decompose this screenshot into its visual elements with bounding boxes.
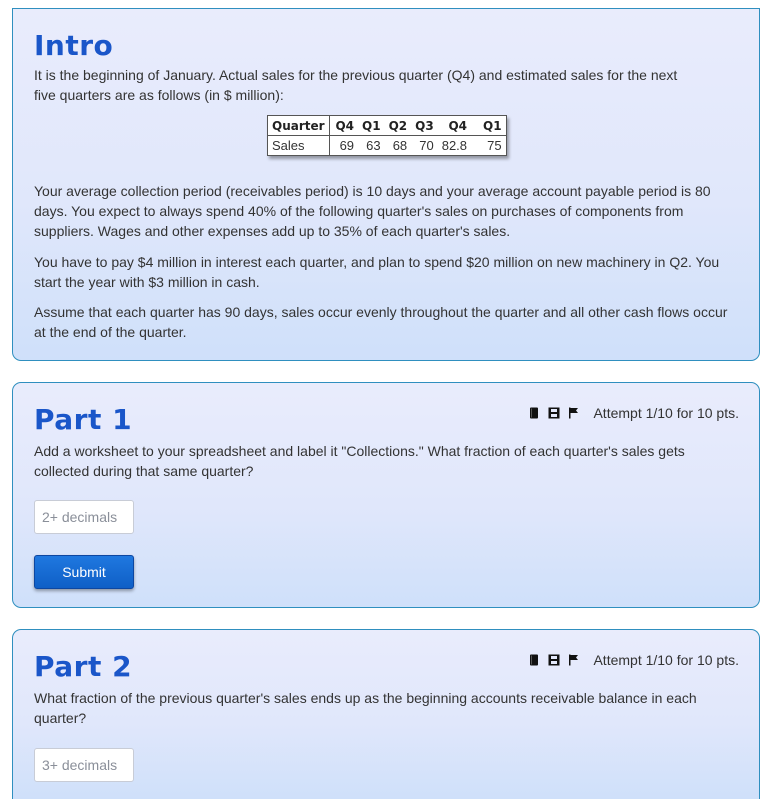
table-header: Q4 [438,116,471,136]
intro-paragraph-4: Assume that each quarter has 90 days, sales occur evenly throughout the quarter and all other cash flows occur at the end of the quarter. [34,304,728,340]
part2-card [12,629,760,799]
table-cell: Sales [268,136,330,156]
table-cell: 68 [392,138,408,153]
part1-card [12,382,760,608]
attempt-text: Attempt 1/10 for 10 pts. [593,652,739,668]
table-header: Quarter [268,116,330,136]
book-icon[interactable] [527,653,541,667]
attempt-text: Attempt 1/10 for 10 pts. [593,405,739,421]
table-header: Q2 [385,116,412,136]
film-icon[interactable] [547,406,561,420]
table-header: Q4 [329,116,358,136]
table-header: Q1 [471,116,506,136]
intro-paragraph-1: It is the beginning of January. Actual sales for the previous quarter (Q4) and estimated sales for the next five quarters are as follows (in $ million): [34,67,678,103]
table-cell: 82.8 [441,138,468,153]
part2-answer-input[interactable] [34,748,134,782]
table-header: Q3 [411,116,438,136]
part1-attempt-info [527,405,739,421]
intro-paragraph-3: You have to pay $4 million in interest each quarter, and plan to spend $20 million on new machinery in Q2. You start the year with $3 million in cash. [34,254,720,290]
table-cell: 69 [339,138,355,153]
intro-paragraph-2: Your average collection period (receivables period) is 10 days and your average account payable period is 80 days. You expect to always spend 40% of the following quarter's sales on purchases of components from suppliers. Wages and other expenses add up to 35% of each quarter's sales. [34,183,711,239]
part1-answer-input[interactable] [34,500,134,534]
part2-title: Part 2 [34,650,133,683]
table-cell: 75 [487,138,502,153]
part1-question: Add a worksheet to your spreadsheet and label it "Collections." What fraction of each quarter's sales gets collected during that same quarter? [34,443,685,479]
table-header: Q1 [358,116,385,136]
intro-title: Intro [34,29,114,62]
flag-icon[interactable] [567,406,581,420]
part2-attempt-info [527,652,739,668]
intro-card [12,8,760,361]
submit-button[interactable]: Submit [34,555,134,589]
part2-question: What fraction of the previous quarter's sales ends up as the beginning accounts receivable balance in each quarter? [34,690,697,726]
table-cell: 70 [419,138,434,153]
film-icon[interactable] [547,653,561,667]
part1-title: Part 1 [34,403,133,436]
sales-table [267,115,507,156]
table-header-row [268,116,507,136]
table-row [268,136,507,156]
flag-icon[interactable] [567,653,581,667]
table-cell: 63 [366,138,381,153]
book-icon[interactable] [527,406,541,420]
